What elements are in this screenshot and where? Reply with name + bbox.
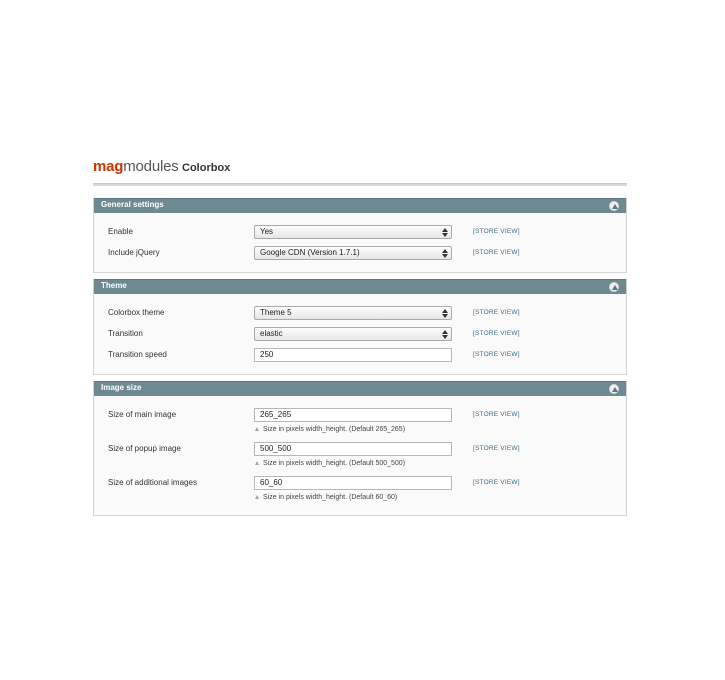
colorbox-theme-select[interactable] [254,306,452,320]
scope-label: [STORE VIEW] [473,249,520,256]
field-label: Transition speed [108,350,167,359]
scope-label: [STORE VIEW] [473,411,520,418]
transition-speed-input[interactable]: 250 [254,348,452,362]
header-divider [93,183,627,186]
field-note [254,460,405,467]
section-header[interactable] [94,381,626,396]
scope-label: [STORE VIEW] [473,351,520,358]
scope-label: [STORE VIEW] [473,228,520,235]
collapse-icon[interactable] [609,282,619,292]
note-arrow-icon [255,427,259,431]
scope-label: [STORE VIEW] [473,309,520,316]
select-value: Theme 5 [260,308,292,317]
logo-modules: modules [123,158,179,175]
note-text: Size in pixels width_height. (Default 60_60) [263,494,398,501]
select-arrows-icon [442,309,448,318]
section-title: Image size [101,383,142,392]
section-header[interactable] [94,279,626,294]
field-label: Colorbox theme [108,308,165,317]
note-arrow-icon [255,495,259,499]
field-label: Include jQuery [108,248,160,257]
collapse-icon[interactable] [609,201,619,211]
section-theme [93,279,627,375]
row-include-jquery [94,246,628,262]
scope-label: [STORE VIEW] [473,479,520,486]
row-additional-images-size [94,476,628,501]
row-main-image-size [94,408,628,433]
additional-images-size-input[interactable]: 60_60 [254,476,452,490]
note-text: Size in pixels width_height. (Default 500_500) [263,460,406,467]
field-note [254,494,397,501]
transition-select[interactable] [254,327,452,341]
scope-label: [STORE VIEW] [473,445,520,452]
enable-select[interactable] [254,225,452,239]
field-label: Size of additional images [108,478,197,487]
note-text: Size in pixels width_height. (Default 265_265) [263,426,406,433]
section-header[interactable] [94,198,626,213]
row-transition [94,327,628,343]
page-title: Colorbox [182,162,231,174]
magmodules-logo [93,158,179,175]
collapse-icon[interactable] [609,384,619,394]
field-label: Size of popup image [108,444,181,453]
select-value: elastic [260,329,283,338]
select-arrows-icon [442,228,448,237]
row-colorbox-theme [94,306,628,322]
field-label: Transition [108,329,143,338]
row-enable [94,225,628,241]
config-page [93,158,627,501]
section-image-size [93,381,627,516]
field-label: Size of main image [108,410,177,419]
include-jquery-select[interactable] [254,246,452,260]
select-value: Google CDN (Version 1.7.1) [260,248,360,257]
note-arrow-icon [255,461,259,465]
field-label: Enable [108,227,133,236]
section-title: General settings [101,200,164,209]
scope-label: [STORE VIEW] [473,330,520,337]
popup-image-size-input[interactable]: 500_500 [254,442,452,456]
section-title: Theme [101,281,127,290]
logo-mag: mag [93,158,124,175]
page-header [93,158,627,180]
section-general-settings [93,198,627,273]
row-popup-image-size [94,442,628,467]
select-value: Yes [260,227,274,236]
main-image-size-input[interactable]: 265_265 [254,408,452,422]
field-note [254,426,405,433]
select-arrows-icon [442,249,448,258]
select-arrows-icon [442,330,448,339]
row-transition-speed [94,348,628,364]
